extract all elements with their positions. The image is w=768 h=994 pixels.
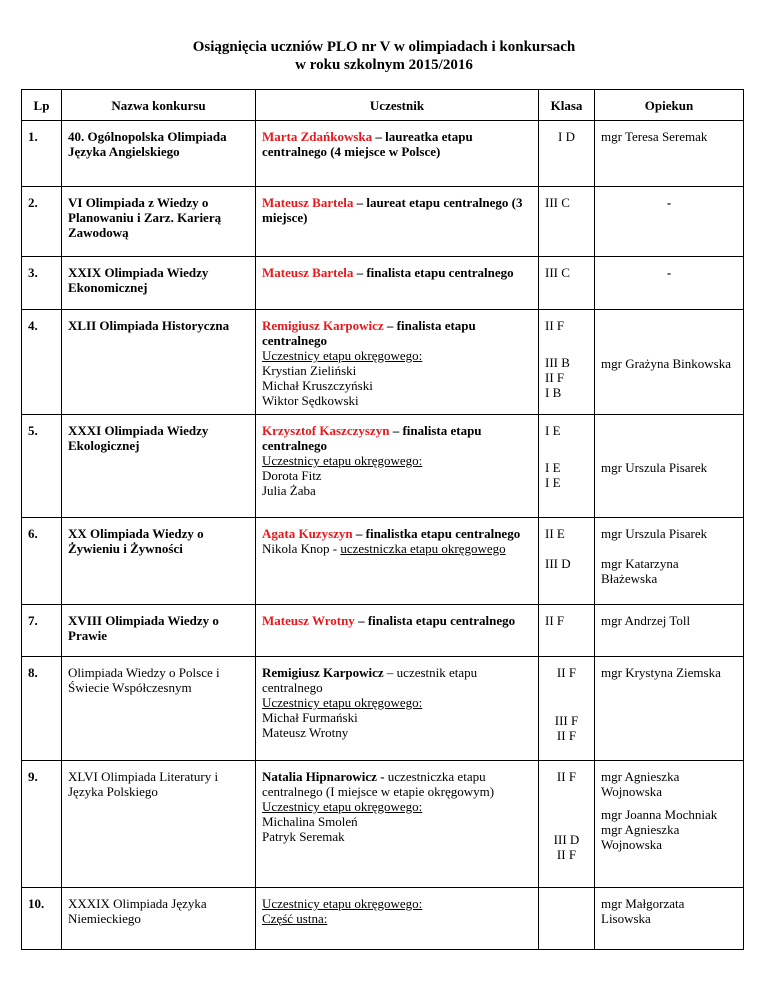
row-class	[539, 888, 595, 950]
header-lp: Lp	[22, 90, 62, 121]
row-competition: XLII Olimpiada Historyczna	[62, 310, 256, 415]
table-row	[22, 761, 744, 888]
participant-name: Marta Zdańkowska	[262, 129, 373, 144]
row-lp: 7.	[22, 605, 62, 657]
class-item: I E	[545, 460, 561, 475]
row-competition: XXXIX Olimpiada Języka Niemieckiego	[62, 888, 256, 950]
row-participant	[256, 187, 539, 257]
supervisor-second: mgr Agnieszka Wojnowska	[601, 822, 680, 852]
class-item: III D	[545, 556, 571, 571]
class-main: I E	[545, 423, 561, 438]
row-participant	[256, 657, 539, 761]
participant-result: uczestniczka etapu centralnego (I miejsce w etapie okręgowym)	[262, 769, 495, 799]
row-supervisor: mgr Teresa Seremak	[595, 121, 744, 187]
row-class	[539, 518, 595, 605]
district-participant: Michalina Smoleń	[262, 814, 358, 829]
participant-result: – finalista etapu centralnego	[262, 318, 476, 348]
row-supervisor: mgr Grażyna Binkowska	[595, 310, 744, 415]
table-row	[22, 310, 744, 415]
second-participant-result: uczestniczka etapu okręgowego	[340, 541, 506, 556]
row-supervisor: mgr Andrzej Toll	[595, 605, 744, 657]
row-participant	[256, 605, 539, 657]
row-competition: 40. Ogólnopolska Olimpiada Języka Angielskiego	[62, 121, 256, 187]
row-lp: 1.	[22, 121, 62, 187]
row-participant	[256, 761, 539, 888]
row-competition: XX Olimpiada Wiedzy o Żywieniu i Żywności	[62, 518, 256, 605]
row-class	[539, 657, 595, 761]
class-item: II F	[545, 370, 565, 385]
row-participant	[256, 888, 539, 950]
second-participant-name: Nikola Knop -	[262, 541, 341, 556]
participant-name: Mateusz Wrotny	[262, 613, 355, 628]
district-participant: Dorota Fitz	[262, 468, 322, 483]
participant-result: – uczestnik etapu centralnego	[262, 665, 478, 695]
row-lp: 2.	[22, 187, 62, 257]
row-lp: 3.	[22, 257, 62, 310]
row-competition: VI Olimpiada z Wiedzy o Planowaniu i Zarz. Karierą Zawodową	[62, 187, 256, 257]
district-participant: Mateusz Wrotny	[262, 725, 349, 740]
district-label: Uczestnicy etapu okręgowego:	[262, 695, 423, 710]
table-row	[22, 605, 744, 657]
row-class: III C	[539, 187, 595, 257]
class-item: III B	[545, 355, 570, 370]
row-supervisor	[595, 761, 744, 888]
header-participant: Uczestnik	[256, 90, 539, 121]
row-competition: XXXI Olimpiada Wiedzy Ekologicznej	[62, 415, 256, 518]
participant-name: Natalia Hipnarowicz -	[262, 769, 385, 784]
row-class	[539, 761, 595, 888]
class-main: II F	[556, 769, 577, 784]
row-lp: 6.	[22, 518, 62, 605]
row-supervisor: mgr Krystyna Ziemska	[595, 657, 744, 761]
row-class	[539, 415, 595, 518]
table-row	[22, 257, 744, 310]
row-lp: 8.	[22, 657, 62, 761]
row-lp: 4.	[22, 310, 62, 415]
participant-result: – finalista etapu centralnego	[353, 265, 514, 280]
participant-result: – finalista etapu centralnego	[354, 613, 516, 628]
district-participant: Wiktor Sędkowski	[262, 393, 359, 408]
district-participant: Michał Kruszczyński	[262, 378, 373, 393]
row-supervisor: -	[595, 187, 744, 257]
row-supervisor: mgr Małgorzata Lisowska	[595, 888, 744, 950]
supervisor-second: mgr Katarzyna Błażewska	[601, 556, 679, 586]
class-main: II F	[556, 665, 577, 680]
district-participant: Krystian Zieliński	[262, 363, 357, 378]
class-item: II F	[556, 847, 577, 862]
district-label: Uczestnicy etapu okręgowego:	[262, 453, 423, 468]
title-line-1: Osiągnięcia uczniów PLO nr V w olimpiadach i konkursach	[192, 39, 576, 55]
document-title	[0, 38, 768, 74]
table-row	[22, 657, 744, 761]
row-lp: 9.	[22, 761, 62, 888]
header-supervisor: Opiekun	[595, 90, 744, 121]
row-supervisor: mgr Urszula Pisarek	[595, 415, 744, 518]
row-participant	[256, 121, 539, 187]
participant-result: – finalista etapu centralnego	[262, 423, 482, 453]
row-lp: 10.	[22, 888, 62, 950]
row-competition: XVIII Olimpiada Wiedzy o Prawie	[62, 605, 256, 657]
row-class: III C	[539, 257, 595, 310]
class-main: II E	[545, 526, 565, 541]
results-table	[21, 89, 744, 950]
district-participant: Michał Furmański	[262, 710, 358, 725]
participant-result: – laureatka etapu centralnego (4 miejsce w Polsce)	[262, 129, 473, 159]
class-item: III D	[553, 832, 580, 847]
row-participant	[256, 310, 539, 415]
participant-name: Mateusz Bartela	[262, 195, 354, 210]
header-row	[22, 90, 744, 121]
table-row	[22, 187, 744, 257]
table-row	[22, 121, 744, 187]
table-row	[22, 415, 744, 518]
district-participant: Julia Żaba	[262, 483, 316, 498]
row-class: II F	[539, 605, 595, 657]
class-item: II F	[556, 728, 577, 743]
title-line-2: w roku szkolnym 2015/2016	[295, 57, 473, 73]
supervisor-main: mgr Agnieszka Wojnowska	[601, 769, 680, 799]
header-class: Klasa	[539, 90, 595, 121]
participant-name: Remigiusz Karpowicz	[262, 318, 384, 333]
row-participant	[256, 518, 539, 605]
participant-name: Remigiusz Karpowicz	[262, 665, 384, 680]
header-competition: Nazwa konkursu	[62, 90, 256, 121]
row-participant	[256, 257, 539, 310]
table-row	[22, 518, 744, 605]
row-competition: Olimpiada Wiedzy o Polsce i Świecie Współczesnym	[62, 657, 256, 761]
oral-label: Część ustna:	[262, 911, 328, 926]
table-row	[22, 888, 744, 950]
row-competition: XLVI Olimpiada Literatury i Języka Polskiego	[62, 761, 256, 888]
participant-name: Krzysztof Kaszczyszyn	[262, 423, 390, 438]
district-label: Uczestnicy etapu okręgowego:	[262, 896, 423, 911]
row-class	[539, 310, 595, 415]
class-main: II F	[545, 318, 565, 333]
row-lp: 5.	[22, 415, 62, 518]
row-competition: XXIX Olimpiada Wiedzy Ekonomicznej	[62, 257, 256, 310]
row-supervisor	[595, 518, 744, 605]
participant-name: Agata Kuzyszyn	[262, 526, 353, 541]
district-participant: Patryk Seremak	[262, 829, 345, 844]
district-label: Uczestnicy etapu okręgowego:	[262, 799, 423, 814]
class-item: I E	[545, 475, 561, 490]
class-item: I B	[545, 385, 562, 400]
participant-name: Mateusz Bartela	[262, 265, 354, 280]
supervisor-main: mgr Urszula Pisarek	[601, 526, 708, 541]
row-class: I D	[539, 121, 595, 187]
row-supervisor: -	[595, 257, 744, 310]
participant-result: – laureat etapu centralnego (3 miejsce)	[262, 195, 523, 225]
supervisor-second: mgr Joanna Mochniak	[601, 807, 718, 822]
participant-result: – finalistka etapu centralnego	[352, 526, 521, 541]
class-item: III F	[554, 713, 579, 728]
district-label: Uczestnicy etapu okręgowego:	[262, 348, 423, 363]
row-participant	[256, 415, 539, 518]
